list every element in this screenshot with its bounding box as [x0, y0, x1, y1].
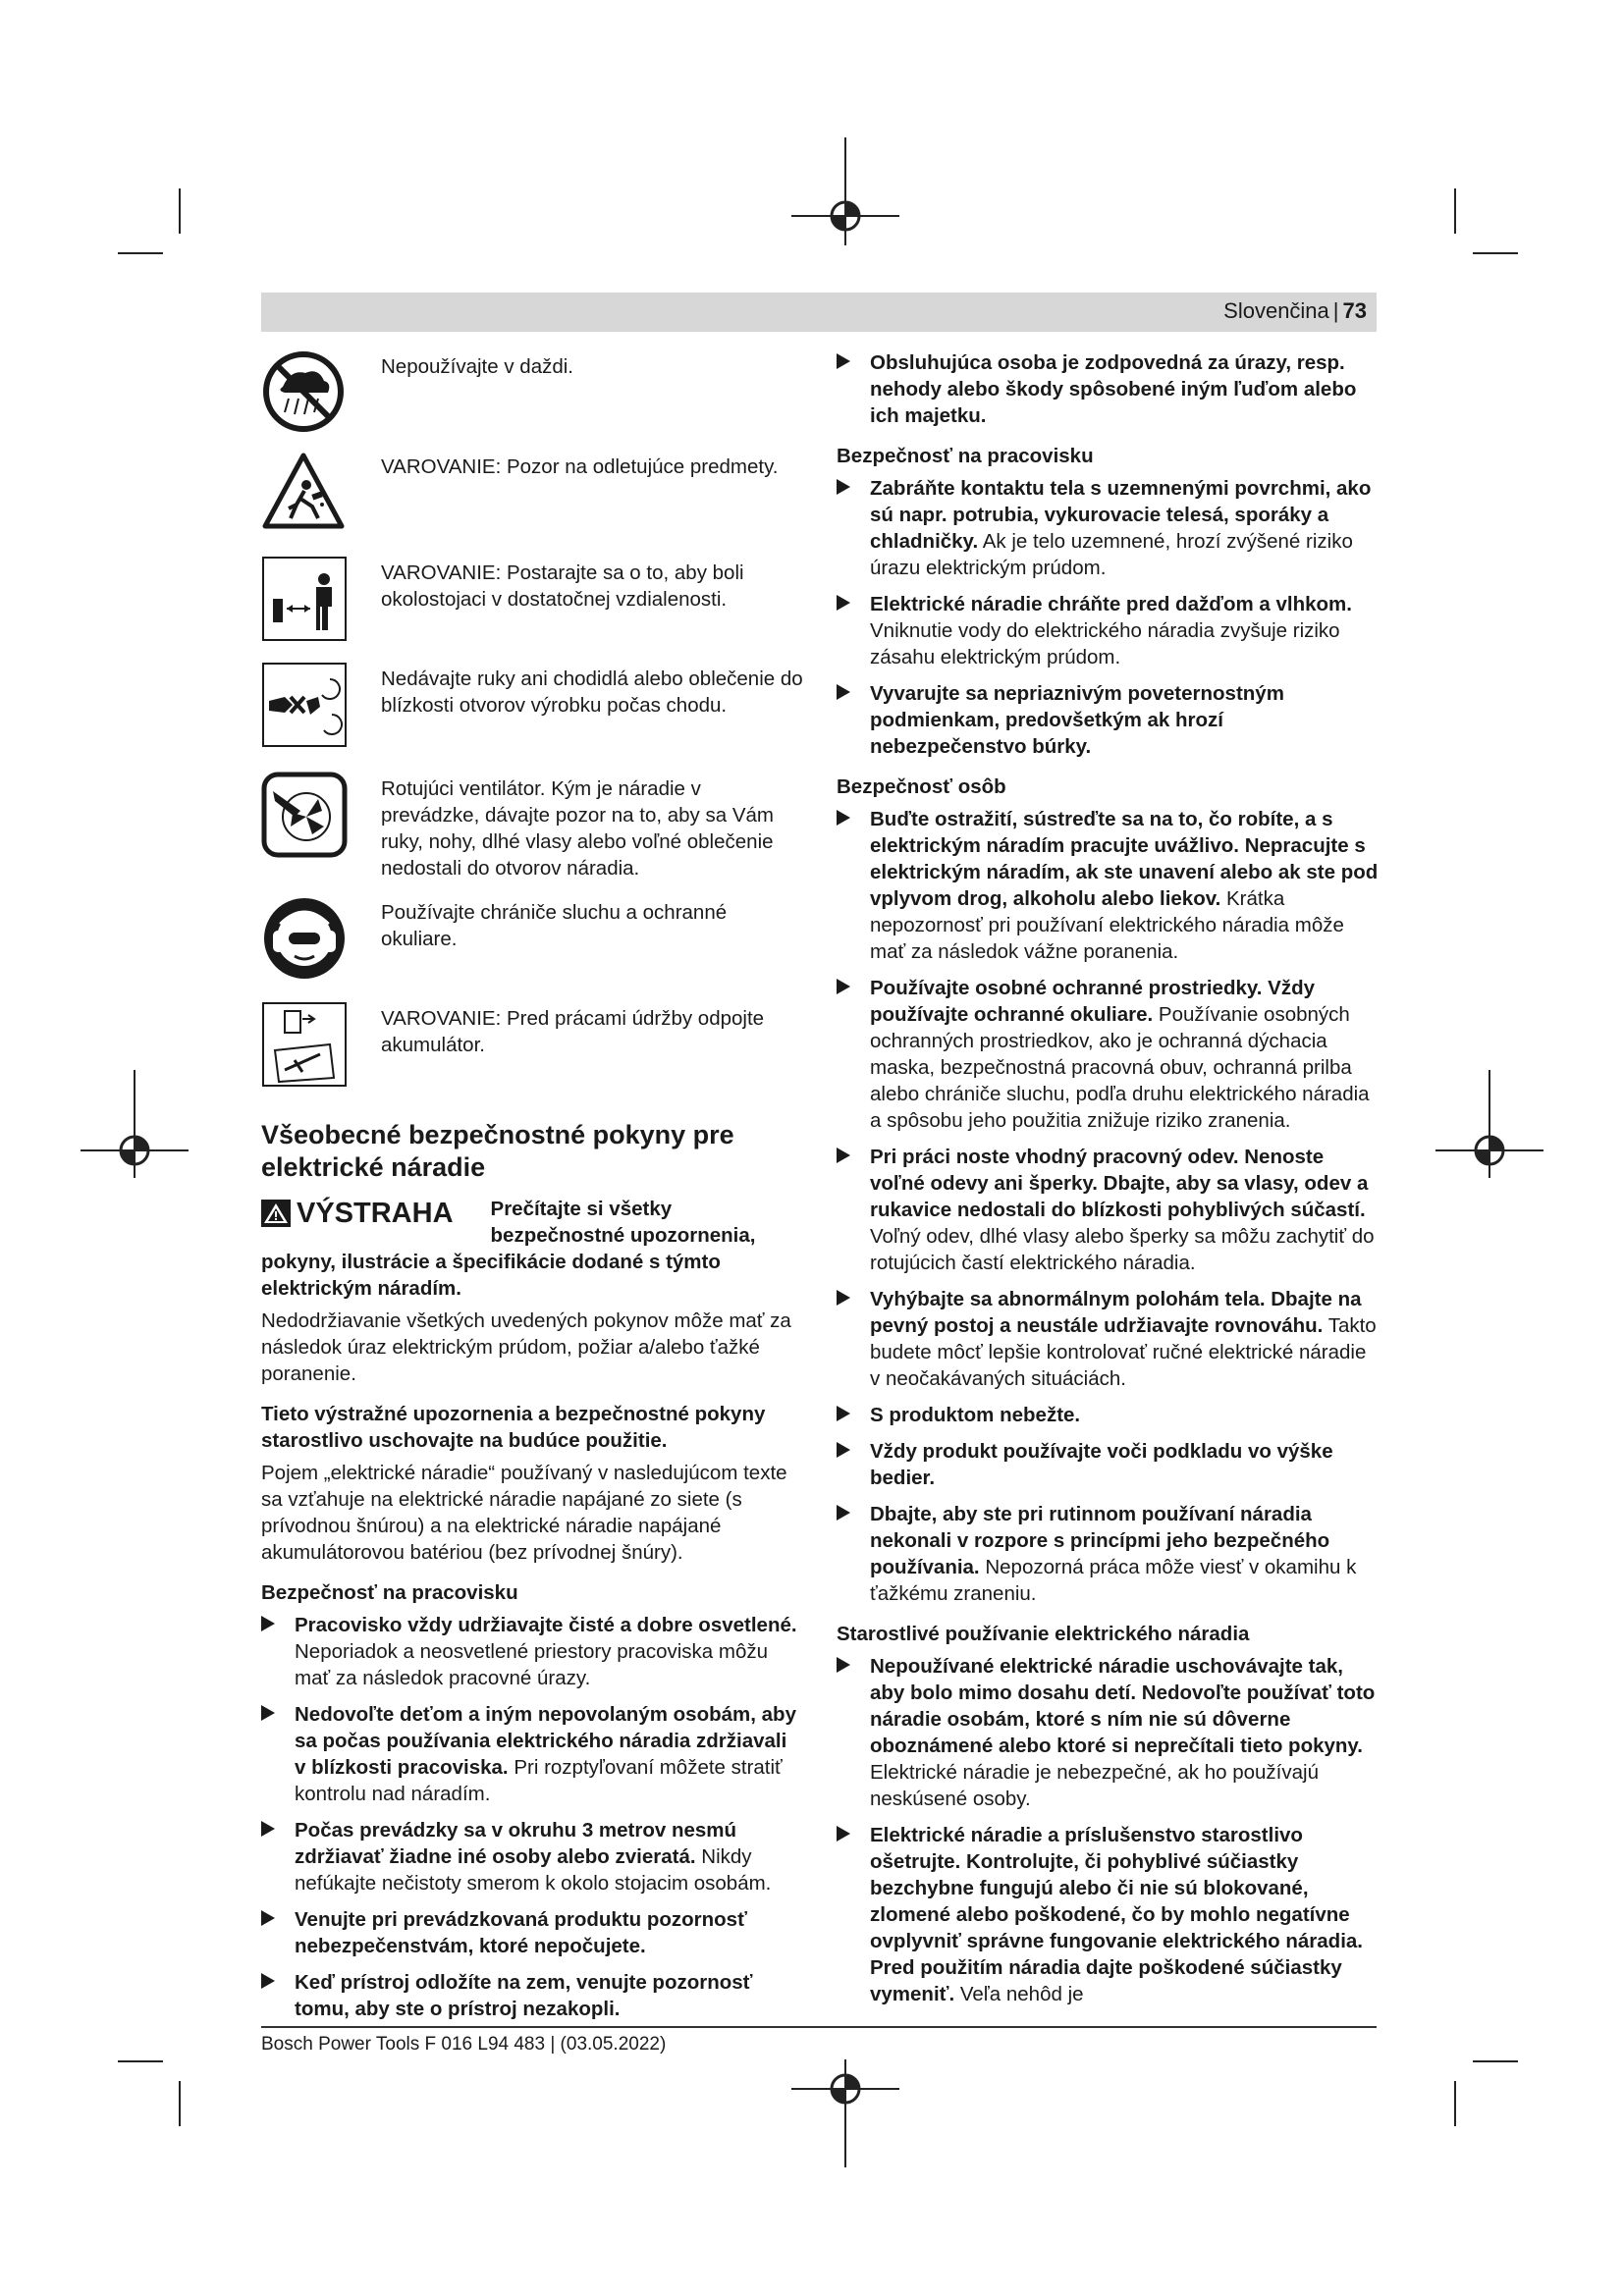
list-item: Používajte osobné ochranné prostriedky. Vždy používajte ochranné okuliare. Používanie osobných ochranných prostriedkov, ako je ochranná dýchacia maska, bezpečnostná pracovná obuv, ochranná prilba alebo chrániče sluchu, podľa druhu elektrického náradia a spôsobu jeho použitia znižuje riziko zranenia.	[837, 975, 1379, 1134]
bullet-arrow-icon	[261, 1821, 275, 1837]
symbol-row	[261, 349, 803, 440]
bullet-arrow-icon	[837, 979, 850, 994]
registration-mark-bottom	[791, 2059, 899, 2167]
bullet-list	[837, 1653, 1379, 2007]
warning-lead: Prečítajte si všetky bezpečnostné upozornenia, pokyny, ilustrácie a špecifikácie dodané s týmto elektrickým náradím.	[261, 1198, 756, 1300]
bullet-arrow-icon	[261, 1705, 275, 1721]
footer-rule	[261, 2026, 1377, 2028]
crop-mark	[1473, 2060, 1518, 2062]
left-column	[261, 349, 803, 2032]
bullet-arrow-icon	[837, 1826, 850, 1842]
crop-mark	[179, 188, 181, 234]
list-item: Nepoužívané elektrické náradie uschovávajte tak, aby bolo mimo dosahu detí. Nedovoľte používať toto náradie osobám, ktoré s ním nie sú dôverne oboznámené alebo ktoré si neprečítali tieto pokyny. Elektrické náradie je nebezpečné, ak ho používajú neskúsené osoby.	[837, 1653, 1379, 1812]
bullet-arrow-icon	[837, 1657, 850, 1673]
section-title: Bezpečnosť osôb	[837, 775, 1006, 798]
list-item: Pracovisko vždy udržiavajte čisté a dobre osvetlené. Neporiadok a neosvetlené priestory pracoviska môžu mať za následok pracovné úrazy.	[261, 1612, 803, 1691]
symbol-row	[261, 895, 803, 997]
symbol-text: Nedávajte ruky ani chodidlá alebo oblečenie do blízkosti otvorov výrobku počas chodu.	[381, 667, 803, 717]
crop-mark	[179, 2081, 181, 2126]
symbol-text: Používajte chrániče sluchu a ochranné okuliare.	[381, 901, 728, 950]
crop-mark	[1454, 188, 1456, 234]
section-title: Bezpečnosť na pracovisku	[837, 445, 1094, 467]
symbol-row	[261, 1001, 803, 1092]
bullet-list	[261, 1612, 803, 2022]
warning-triangle-icon	[261, 1200, 291, 1227]
crop-mark	[118, 252, 163, 254]
bullet-arrow-icon	[837, 595, 850, 611]
symbol-text: Nepoužívajte v daždi.	[381, 355, 574, 378]
crop-mark	[1454, 2081, 1456, 2126]
bullet-arrow-icon	[837, 1505, 850, 1521]
symbol-row	[261, 556, 803, 646]
symbol-text: VAROVANIE: Pred prácami údržby odpojte akumulátor.	[381, 1007, 765, 1056]
footer-text: Bosch Power Tools F 016 L94 483 | (03.05.2022)	[261, 2034, 667, 2055]
general-safety-title: Všeobecné bezpečnostné pokyny pre elektrické náradie	[261, 1120, 734, 1182]
bullet-arrow-icon	[837, 353, 850, 369]
crop-mark	[118, 2060, 163, 2062]
right-column	[837, 349, 1379, 2017]
keep-distance-icon	[261, 556, 348, 642]
bullet-arrow-icon	[261, 1616, 275, 1631]
registration-mark-top	[791, 137, 899, 245]
list-item: Dbajte, aby ste pri rutinnom používaní náradia nekonali v rozpore s princípmi jeho bezpečného používania. Nepozorná práca môže viesť v okamihu k ťažkému zraneniu.	[837, 1501, 1379, 1607]
symbol-text: VAROVANIE: Postarajte sa o to, aby boli okolostojaci v dostatočnej vzdialenosti.	[381, 561, 744, 611]
bullet-arrow-icon	[837, 1442, 850, 1458]
list-item: Počas prevádzky sa v okruhu 3 metrov nesmú zdržiavať žiadne iné osoby alebo zvieratá. Nikdy nefúkajte nečistoty smerom k okolo stojacim osobám.	[261, 1817, 803, 1896]
list-item: Zabráňte kontaktu tela s uzemnenými povrchmi, ako sú napr. potrubia, vykurovacie telesá, sporáky a chladničky. Ak je telo uzemnené, hrozí zvýšené riziko úrazu elektrickým prúdom.	[837, 475, 1379, 581]
list-item: Nedovoľte deťom a iným nepovolaným osobám, aby sa počas používania elektrického náradia zdržiavali v blízkosti pracoviska. Pri rozptyľovaní môžete stratiť kontrolu nad náradím.	[261, 1701, 803, 1807]
bullet-arrow-icon	[837, 810, 850, 826]
list-item: Elektrické náradie chráňte pred dažďom a vlhkom. Vniknutie vody do elektrického náradia zvyšuje riziko zásahu elektrickým prúdom.	[837, 591, 1379, 670]
rotating-fan-icon	[261, 772, 348, 858]
page-header	[261, 293, 1377, 332]
list-item: Obsluhujúca osoba je zodpovedná za úrazy, resp. nehody alebo škody spôsobené iným ľuďom alebo ich majetku.	[837, 349, 1379, 429]
flying-objects-warning-icon	[261, 450, 348, 534]
symbol-text: Rotujúci ventilátor. Kým je náradie v prevádzke, dávajte pozor na to, aby sa Vám ruky, nohy, dlhé vlasy alebo voľné oblečenie nedostali do otvorov náradia.	[381, 777, 774, 880]
keep-instructions: Tieto výstražné upozornenia a bezpečnostné pokyny starostlivo uschovajte na budúce použitie.	[261, 1403, 766, 1452]
list-item: Vyvarujte sa nepriaznivým poveternostným podmienkam, predovšetkým ak hrozí nebezpečenstvo búrky.	[837, 680, 1379, 760]
list-item: Pri práci noste vhodný pracovný odev. Nenoste voľné odevy ani šperky. Dbajte, aby sa vlasy, odev a rukavice nedostali do blízkosti pohyblivých súčastí. Voľný odev, dlhé vlasy alebo šperky sa môžu zachytiť do rotujúcich častí elektrického náradia.	[837, 1144, 1379, 1276]
symbol-row	[261, 662, 803, 764]
bullet-arrow-icon	[837, 1148, 850, 1163]
bullet-arrow-icon	[837, 1406, 850, 1421]
header-language: Slovenčina	[1223, 298, 1329, 323]
hands-feet-openings-icon	[261, 662, 348, 748]
bullet-arrow-icon	[837, 1290, 850, 1306]
symbol-row	[261, 450, 803, 552]
ear-eye-protection-icon	[261, 895, 348, 982]
term-text: Pojem „elektrické náradie“ používaný v nasledujúcom texte sa vzťahuje na elektrické náradie napájané zo siete (s prívodnou šnúrou) a na elektrické náradie napájané akumulátorovou batériou (bez prívodnej šnúry).	[261, 1462, 787, 1564]
registration-mark-left	[81, 1070, 189, 1178]
symbol-row	[261, 772, 803, 889]
registration-mark-right	[1435, 1070, 1543, 1178]
no-rain-icon	[261, 349, 348, 434]
bullet-arrow-icon	[261, 1910, 275, 1926]
warning-label	[261, 1198, 454, 1229]
section-title: Starostlivé používanie elektrického náradia	[837, 1623, 1250, 1645]
page-number: 73	[1342, 298, 1367, 323]
warning-block	[261, 1196, 803, 1387]
symbol-text: VAROVANIE: Pozor na odletujúce predmety.	[381, 455, 779, 478]
list-item: Vždy produkt používajte voči podkladu vo výške bedier.	[837, 1438, 1379, 1491]
list-item: Keď prístroj odložíte na zem, venujte pozornosť tomu, aby ste o prístroj nezakopli.	[261, 1969, 803, 2022]
header-separator: |	[1332, 298, 1339, 323]
list-item: Buďte ostražití, sústreďte sa na to, čo robíte, a s elektrickým náradím pracujte uvážlivo. Nepracujte s elektrickým náradím, ak ste unavení alebo ak ste pod vplyvom drog, alkoholu alebo liekov. Krátka nepozornosť pri používaní elektrického náradia môže mať za následok vážne poranenia.	[837, 806, 1379, 965]
crop-mark	[1473, 252, 1518, 254]
remove-battery-icon	[261, 1001, 348, 1088]
warning-text: Nedodržiavanie všetkých uvedených pokynov môže mať za následok úraz elektrickým prúdom, požiar a/alebo ťažké poranenie.	[261, 1309, 791, 1385]
list-item: S produktom nebežte.	[837, 1402, 1379, 1428]
bullet-list	[837, 475, 1379, 760]
header-text	[1223, 298, 1367, 324]
bullet-arrow-icon	[261, 1973, 275, 1989]
list-item: Vyhýbajte sa abnormálnym polohám tela. Dbajte na pevný postoj a neustále udržiavajte rovnováhu. Takto budete môcť lepšie kontrolovať ručné elektrické náradie v neočakávaných situáciách.	[837, 1286, 1379, 1392]
section-title: Bezpečnosť na pracovisku	[261, 1581, 518, 1604]
bullet-list	[837, 349, 1379, 429]
bullet-list	[837, 806, 1379, 1607]
list-item: Venujte pri prevádzkovaná produktu pozornosť nebezpečenstvám, ktoré nepočujete.	[261, 1906, 803, 1959]
bullet-arrow-icon	[837, 479, 850, 495]
list-item: Elektrické náradie a príslušenstvo starostlivo ošetrujte. Kontrolujte, či pohyblivé súčiastky bezchybne fungujú alebo či nie sú blokované, zlomené alebo poškodené, čo by mohlo negatívne ovplyvniť správne fungovanie elektrického náradia. Pred použitím náradia dajte poškodené súčiastky vymeniť. Veľa nehôd je	[837, 1822, 1379, 2007]
warning-word: VÝSTRAHA	[297, 1198, 454, 1229]
bullet-arrow-icon	[837, 684, 850, 700]
